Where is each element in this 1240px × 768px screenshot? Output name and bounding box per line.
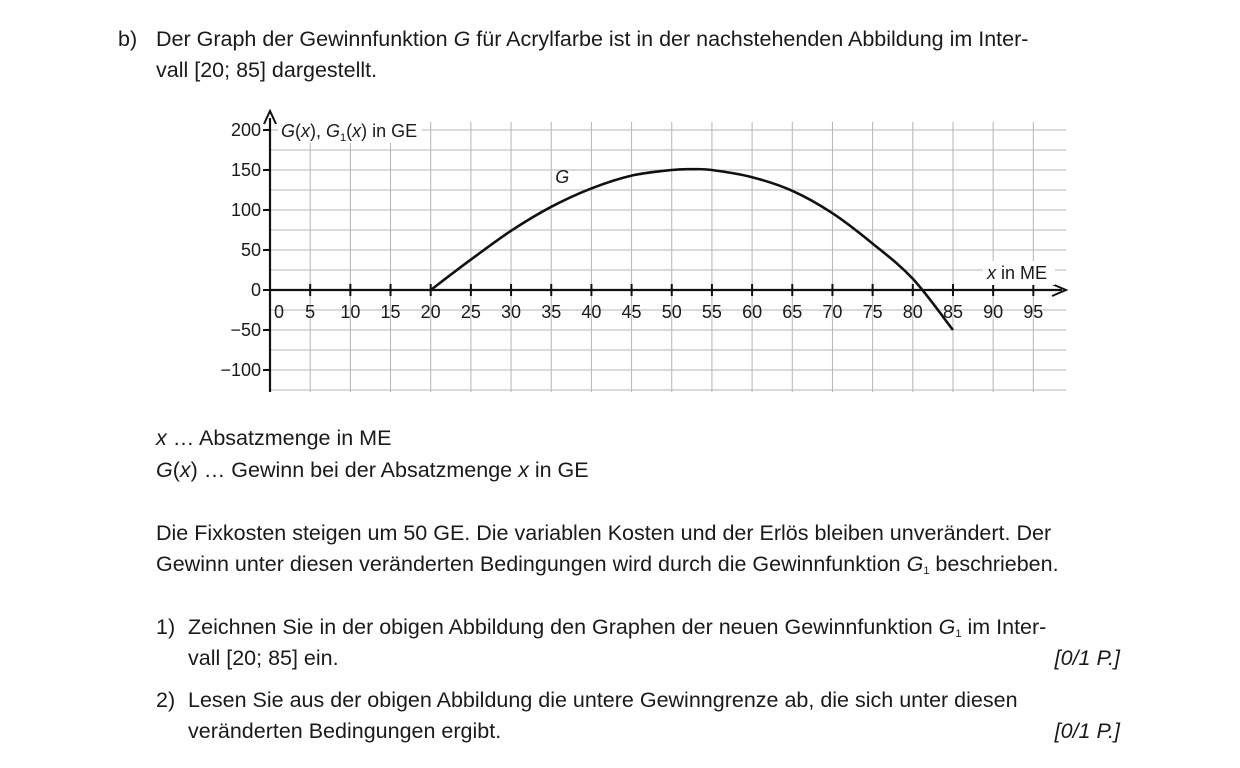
x-tick-label: 20 — [420, 302, 441, 322]
x-tick-label: 10 — [340, 302, 361, 322]
y-axis-label-part: ), — [310, 121, 327, 141]
legend-g-arg: x — [179, 458, 191, 482]
paragraph-line-2 — [156, 549, 1059, 580]
legend-g-paren-open: ( — [172, 458, 180, 482]
legend-x-text: … Absatzmenge in ME — [166, 426, 392, 450]
x-tick-label: 35 — [541, 302, 562, 322]
series-label: G — [555, 166, 570, 187]
task-2-number: 2) — [156, 688, 176, 712]
x-tick-label: 50 — [661, 302, 682, 322]
x-tick-label: 0 — [273, 302, 285, 322]
x-tick-label: 45 — [621, 302, 642, 322]
y-axis-label-part: ( — [346, 121, 353, 141]
task-1-func-sub: 1 — [955, 628, 962, 640]
y-axis-label-part: ( — [295, 121, 302, 141]
y-tick-label: 50 — [240, 240, 261, 260]
task-2-points — [960, 716, 1120, 747]
paragraph-text-pre: Gewinn unter diesen veränderten Bedingungen wird durch die Gewinnfunktion — [156, 552, 907, 576]
x-tick-label: 40 — [581, 302, 602, 322]
chart-grid — [270, 122, 1066, 392]
x-tick-label: 85 — [942, 302, 963, 322]
y-tick-label: 150 — [230, 160, 261, 180]
legend-g-text-post: in GE — [528, 458, 589, 482]
x-tick-label: 30 — [501, 302, 522, 322]
y-tick-label: −50 — [230, 320, 261, 340]
y-tick-label: −100 — [220, 360, 261, 380]
task-1-line-2: vall [20; 85] ein. — [188, 646, 339, 670]
x-tick-label: 25 — [460, 302, 481, 322]
y-axis-label-part: 1 — [340, 132, 347, 144]
legend-g-text-x: x — [518, 458, 529, 482]
legend-g — [156, 455, 589, 486]
x-axis-label — [986, 263, 1047, 283]
y-tick-label: 0 — [250, 280, 261, 300]
y-tick-label: 200 — [230, 120, 261, 140]
y-tick-label: 100 — [230, 200, 261, 220]
task-2-line-2: veränderten Bedingungen ergibt. — [188, 719, 502, 743]
chart-labels — [278, 119, 1055, 285]
task-2-points-text: [0/1 P.] — [1054, 719, 1120, 743]
legend-g-func: G — [156, 458, 173, 482]
x-tick-label: 15 — [380, 302, 401, 322]
y-axis-label — [281, 121, 417, 144]
y-axis-label-part: G — [281, 121, 296, 141]
task-1-line-1 — [188, 612, 1046, 643]
legend-x — [156, 423, 391, 454]
x-tick-label: 95 — [1023, 302, 1044, 322]
task-1-func: G — [938, 615, 956, 639]
y-axis-label-part: x — [352, 121, 362, 141]
legend-x-symbol: x — [156, 426, 167, 450]
x-tick-label: 60 — [742, 302, 763, 322]
task-1-points-text: [0/1 P.] — [1054, 646, 1120, 670]
part-label: b) — [118, 27, 138, 51]
task-1-points — [960, 643, 1120, 674]
intro-text-pre: Der Graph der Gewinnfunktion — [156, 27, 454, 51]
task-1-text-post: im Inter- — [961, 615, 1047, 639]
x-axis-label-part: x — [987, 263, 996, 283]
paragraph-func: G — [906, 552, 924, 576]
task-1-number: 1) — [156, 615, 176, 639]
paragraph-func-sub: 1 — [923, 565, 930, 577]
x-tick-label: 75 — [862, 302, 883, 322]
x-tick-label: 90 — [983, 302, 1004, 322]
intro-func: G — [453, 27, 471, 51]
intro-text-post: für Acrylfarbe ist in der nachstehenden Abbildung im Inter- — [470, 27, 1029, 51]
intro-line-1 — [156, 24, 1028, 55]
task-2-line-1: Lesen Sie aus der obigen Abbildung die untere Gewinngrenze ab, die sich unter diesen — [188, 688, 1018, 712]
x-axis-label-part: in ME — [996, 263, 1048, 283]
profit-chart — [200, 100, 1080, 400]
y-axis-label-part: G — [326, 121, 341, 141]
task-1-text-pre: Zeichnen Sie in der obigen Abbildung den Graphen der neuen Gewinnfunktion — [188, 615, 939, 639]
x-tick-label: 55 — [701, 302, 722, 322]
intro-line-2: vall [20; 85] dargestellt. — [156, 58, 378, 82]
paragraph-line-1: Die Fixkosten steigen um 50 GE. Die variablen Kosten und der Erlös bleiben unverändert. Der — [156, 521, 1052, 545]
x-tick-label: 65 — [782, 302, 803, 322]
legend-g-text-pre: … Gewinn bei der Absatzmenge — [197, 458, 519, 482]
x-tick-label: 70 — [822, 302, 843, 322]
paragraph-text-post: beschrieben. — [929, 552, 1059, 576]
y-axis-label-part: x — [301, 121, 311, 141]
x-tick-label: 5 — [305, 302, 316, 322]
y-axis-label-part: ) in GE — [361, 121, 418, 141]
legend-g-paren-close: ) — [190, 458, 198, 482]
x-tick-label: 80 — [902, 302, 923, 322]
